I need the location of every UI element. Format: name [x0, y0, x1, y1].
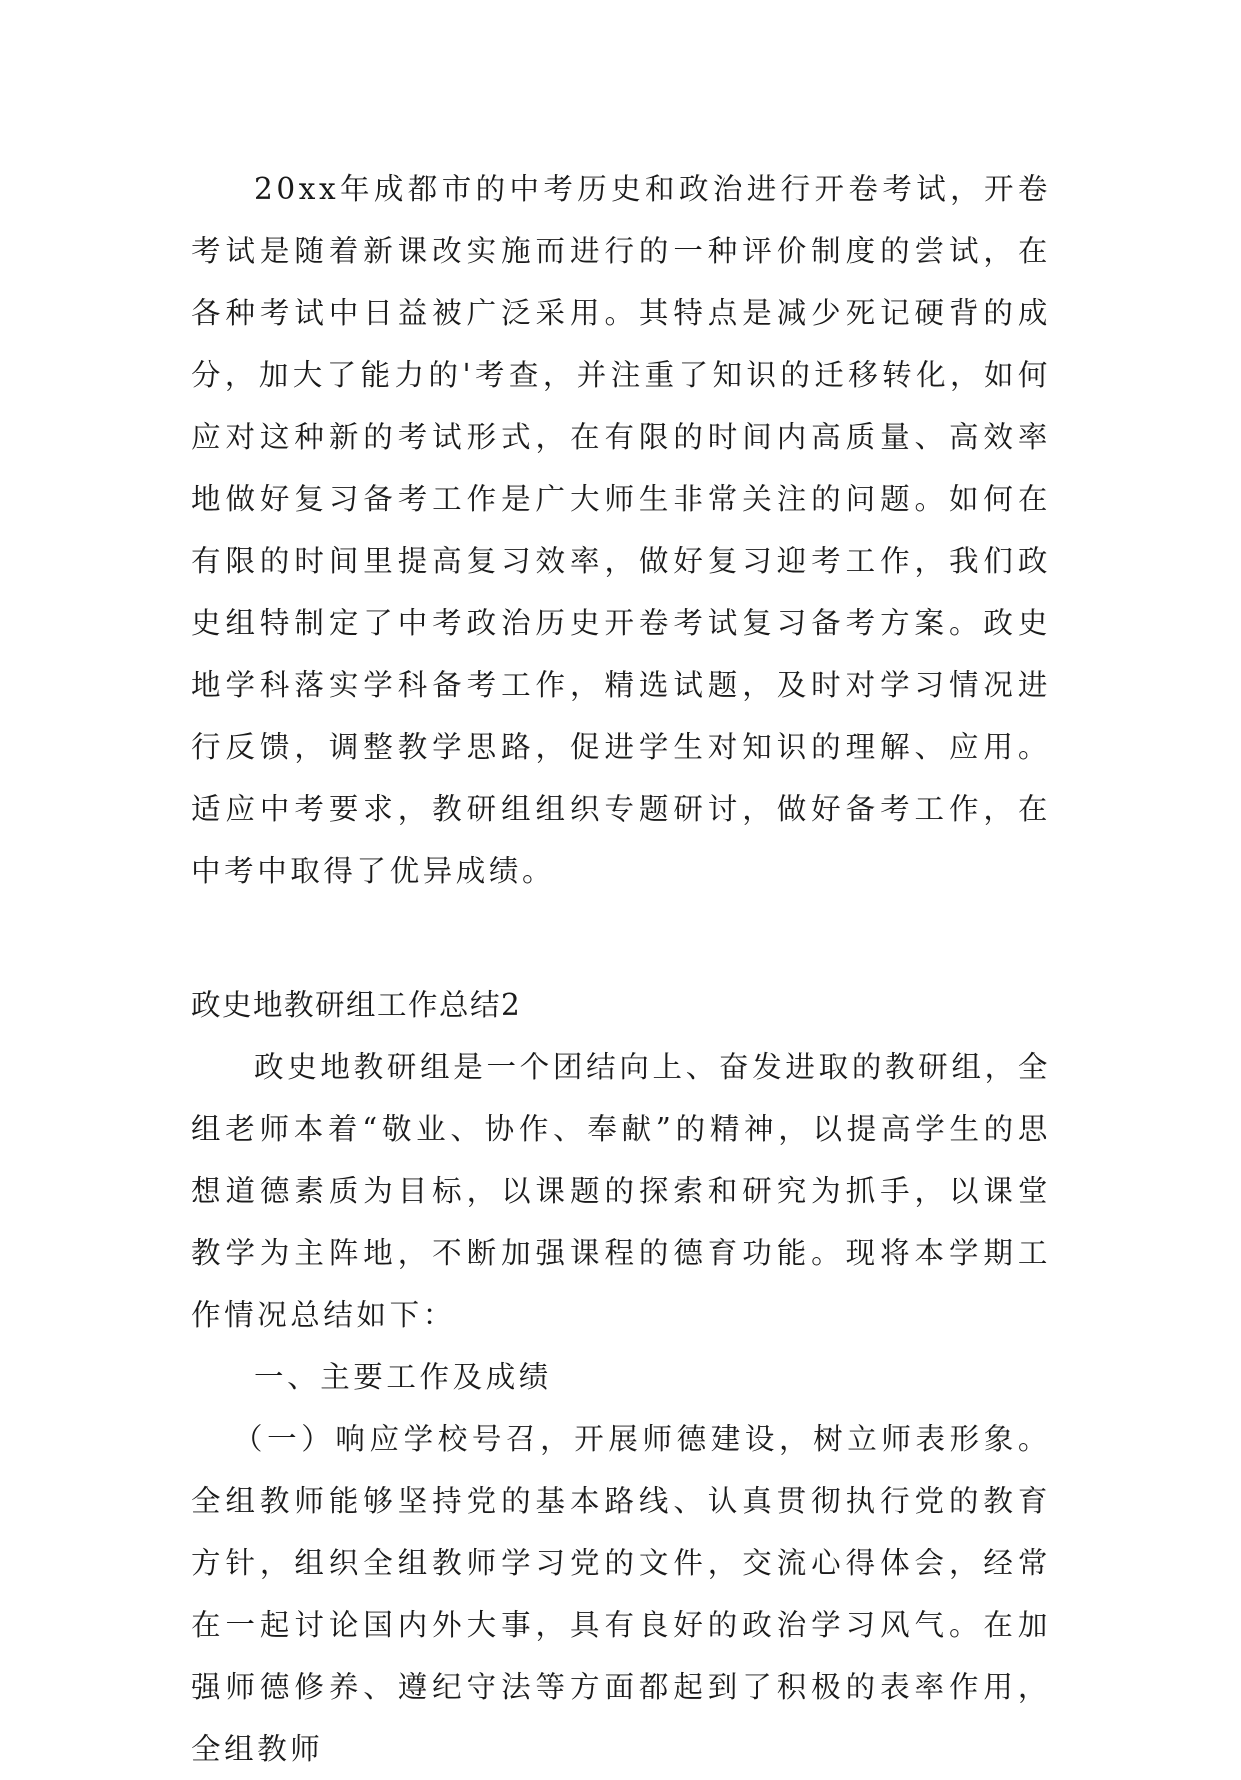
work-item-paragraph: （一）响应学校号召，开展师德建设，树立师表形象。全组教师能够坚持党的基本路线、认真贯彻执行党的教育方针，组织全组教师学习党的文件，交流心得体会，经常在一起讨论国内外大事，具有良好的政治学习风气。在加强师德修养、遵纪守法等方面都起到了积极的表率作用，全组教师: [191, 1422, 1051, 1766]
section-spacer: [191, 902, 1051, 974]
document-page: [191, 158, 1051, 1780]
intro-paragraph: 20xx年成都市的中考历史和政治进行开卷考试，开卷考试是随着新课改实施而进行的一种评价制度的尝试，在各种考试中日益被广泛采用。其特点是减少死记硬背的成分，加大了能力的'考查，并注重了知识的迁移转化，如何应对这种新的考试形式，在有限的时间内高质量、高效率地做好复习备考工作是广大师生非常关注的问题。如何在有限的时间里提高复习效率，做好复习迎考工作，我们政史组特制定了中考政治历史开卷考试复习备考方案。政史地学科落实学科备考工作，精选试题，及时对学习情况进行反馈，调整教学思路，促进学生对知识的理解、应用。适应中考要求，教研组组织专题研讨，做好备考工作，在中考中取得了优异成绩。: [191, 172, 1051, 888]
section-heading: 政史地教研组工作总结2: [191, 988, 522, 1022]
subheading-main-work: 一、主要工作及成绩: [254, 1360, 552, 1394]
summary-intro-paragraph: 政史地教研组是一个团结向上、奋发进取的教研组，全组老师本着“敬业、协作、奉献”的精神，以提高学生的思想道德素质为目标，以课题的探索和研究为抓手，以课堂教学为主阵地，不断加强课程的德育功能。现将本学期工作情况总结如下：: [191, 1050, 1051, 1332]
